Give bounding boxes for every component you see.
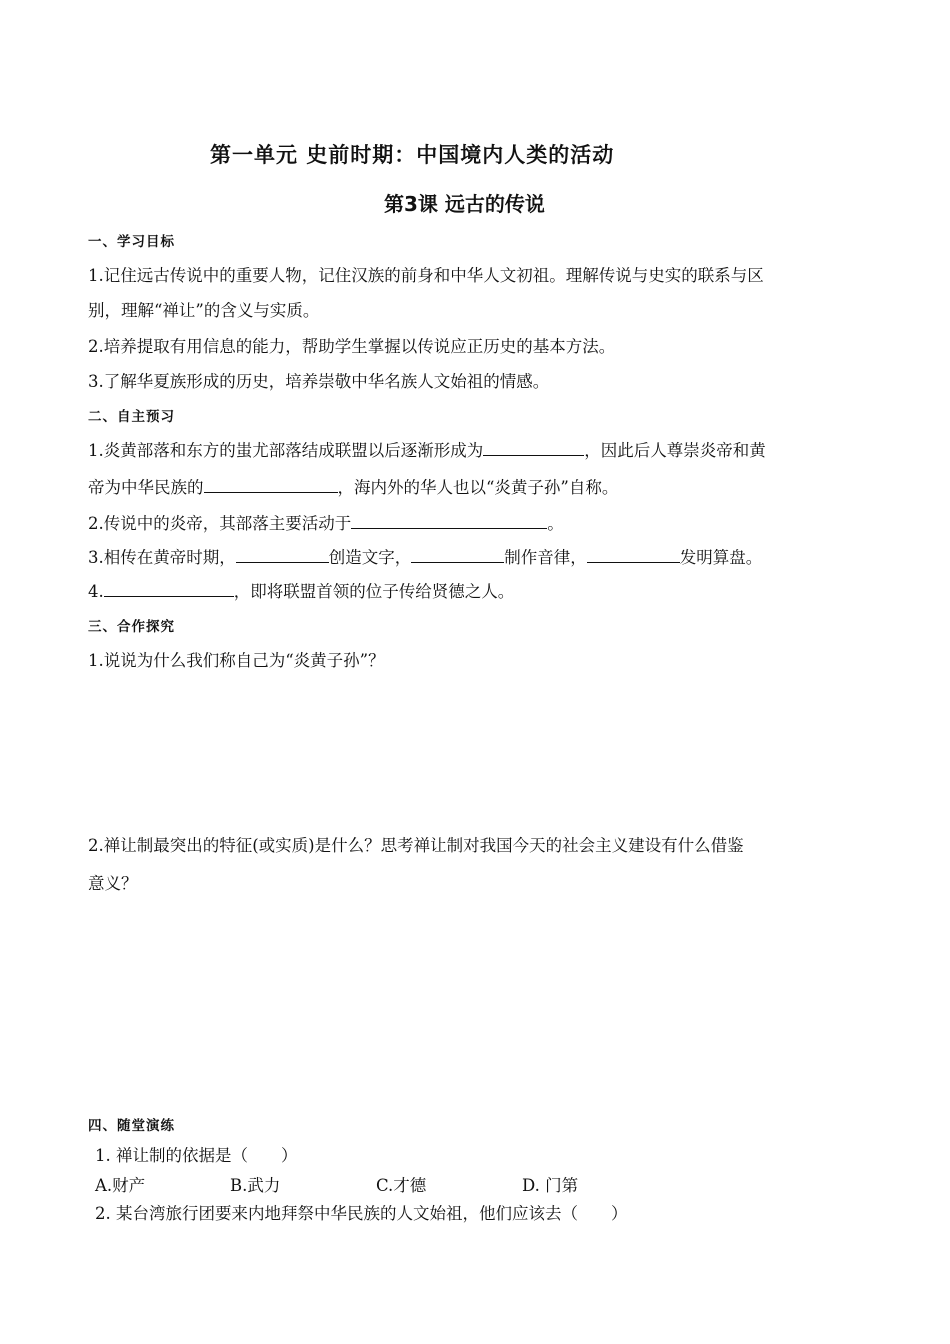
preview-q3-text-d: 发明算盘。: [679, 548, 763, 567]
preview-q1-line1: [88, 437, 766, 461]
preview-q3-text-b: 创造文字，: [328, 548, 412, 567]
preview-q4-text-a: 4.: [88, 582, 104, 601]
section-2-heading: 二、自主预习: [88, 409, 175, 425]
preview-q4: [88, 578, 514, 602]
blank-field[interactable]: [236, 547, 329, 563]
preview-q3-text-c: 制作音律，: [504, 548, 587, 567]
blank-field[interactable]: [587, 547, 680, 563]
blank-field[interactable]: [351, 513, 547, 529]
blank-field[interactable]: [204, 477, 338, 493]
preview-q3: [88, 544, 762, 568]
preview-q2-text-b: 。: [547, 514, 564, 533]
preview-q4-text-b: ，即将联盟首领的位子传给贤德之人。: [233, 582, 515, 601]
blank-field[interactable]: [104, 581, 234, 597]
blank-field[interactable]: [483, 440, 584, 456]
option-a: A.财产: [95, 1176, 146, 1195]
objective-line-2: 别，理解“禅让”的含义与实质。: [88, 301, 320, 320]
inquiry-q2-line2: 意义？: [88, 874, 138, 893]
preview-q1-line2: [88, 474, 618, 498]
preview-q1-text-c: 帝为中华民族的: [88, 478, 204, 497]
option-d: D. 门第: [522, 1176, 579, 1195]
blank-field[interactable]: [411, 547, 504, 563]
preview-q3-text-a: 3.相传在黄帝时期，: [88, 548, 236, 567]
inquiry-q2-line1: 2.禅让制最突出的特征(或实质)是什么？思考禅让制对我国今天的社会主义建设有什么借鉴: [88, 836, 744, 855]
inquiry-q1: 1.说说为什么我们称自己为“炎黄子孙”？: [88, 651, 385, 670]
option-c: C.才德: [376, 1176, 427, 1195]
lesson-title: 第3课 远古的传说: [384, 192, 545, 216]
preview-q2-text-a: 2.传说中的炎帝，其部落主要活动于: [88, 514, 352, 533]
exercise-q1: 1. 禅让制的依据是（ ）: [95, 1146, 298, 1165]
preview-q1-text-d: ，海内外的华人也以“炎黄子孙”自称。: [337, 478, 619, 497]
preview-q1-text-a: 1.炎黄部落和东方的蚩尤部落结成联盟以后逐渐形成为: [88, 441, 484, 460]
objective-line-3: 2.培养提取有用信息的能力，帮助学生掌握以传说应正历史的基本方法。: [88, 337, 616, 356]
page-title: 第一单元 史前时期：中国境内人类的活动: [210, 143, 615, 167]
exercise-q2: 2. 某台湾旅行团要来内地拜祭中华民族的人文始祖，他们应该去（ ）: [95, 1204, 628, 1223]
section-4-heading: 四、随堂演练: [88, 1118, 175, 1134]
objective-line-1: 1.记住远古传说中的重要人物，记住汉族的前身和中华人文初祖。理解传说与史实的联系与区: [88, 266, 764, 285]
section-3-heading: 三、合作探究: [88, 619, 175, 635]
preview-q2: [88, 510, 564, 534]
objective-line-4: 3.了解华夏族形成的历史，培养崇敬中华名族人文始祖的情感。: [88, 372, 550, 391]
section-1-heading: 一、学习目标: [88, 234, 175, 250]
preview-q1-text-b: ，因此后人尊崇炎帝和黄: [584, 441, 766, 460]
option-b: B.武力: [230, 1176, 281, 1195]
